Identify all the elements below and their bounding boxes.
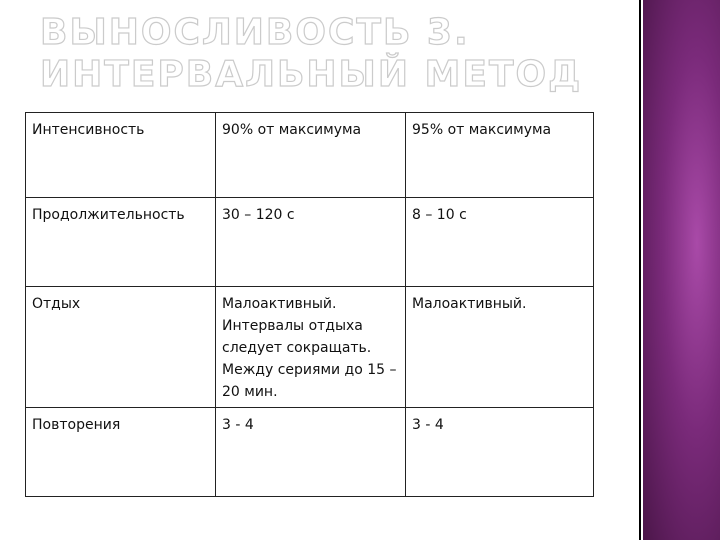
table-row bbox=[26, 287, 594, 408]
table-cell: 8 – 10 с bbox=[406, 198, 594, 287]
table-cell: Малоактивный. Интервалы отдыха следует сокращать. Между сериями до 15 – 20 мин. bbox=[216, 287, 406, 408]
row-label: Интенсивность bbox=[26, 113, 216, 198]
title-line-1: ВЫНОСЛИВОСТЬ 3. bbox=[40, 12, 470, 53]
row-label: Повторения bbox=[26, 408, 216, 497]
slide-title bbox=[40, 12, 600, 96]
table-row bbox=[26, 198, 594, 287]
table-cell: 3 - 4 bbox=[406, 408, 594, 497]
decorative-side-panel bbox=[643, 0, 720, 540]
table-row bbox=[26, 113, 594, 198]
table-cell: 90% от максимума bbox=[216, 113, 406, 198]
method-table bbox=[25, 112, 594, 497]
table-row bbox=[26, 408, 594, 497]
table-cell: 30 – 120 с bbox=[216, 198, 406, 287]
title-line-2: ИНТЕРВАЛЬНЫЙ МЕТОД bbox=[40, 54, 583, 95]
row-label: Отдых bbox=[26, 287, 216, 408]
table-cell: Малоактивный. bbox=[406, 287, 594, 408]
side-divider bbox=[639, 0, 641, 540]
row-label: Продолжительность bbox=[26, 198, 216, 287]
table-cell: 95% от максимума bbox=[406, 113, 594, 198]
table-cell: 3 - 4 bbox=[216, 408, 406, 497]
